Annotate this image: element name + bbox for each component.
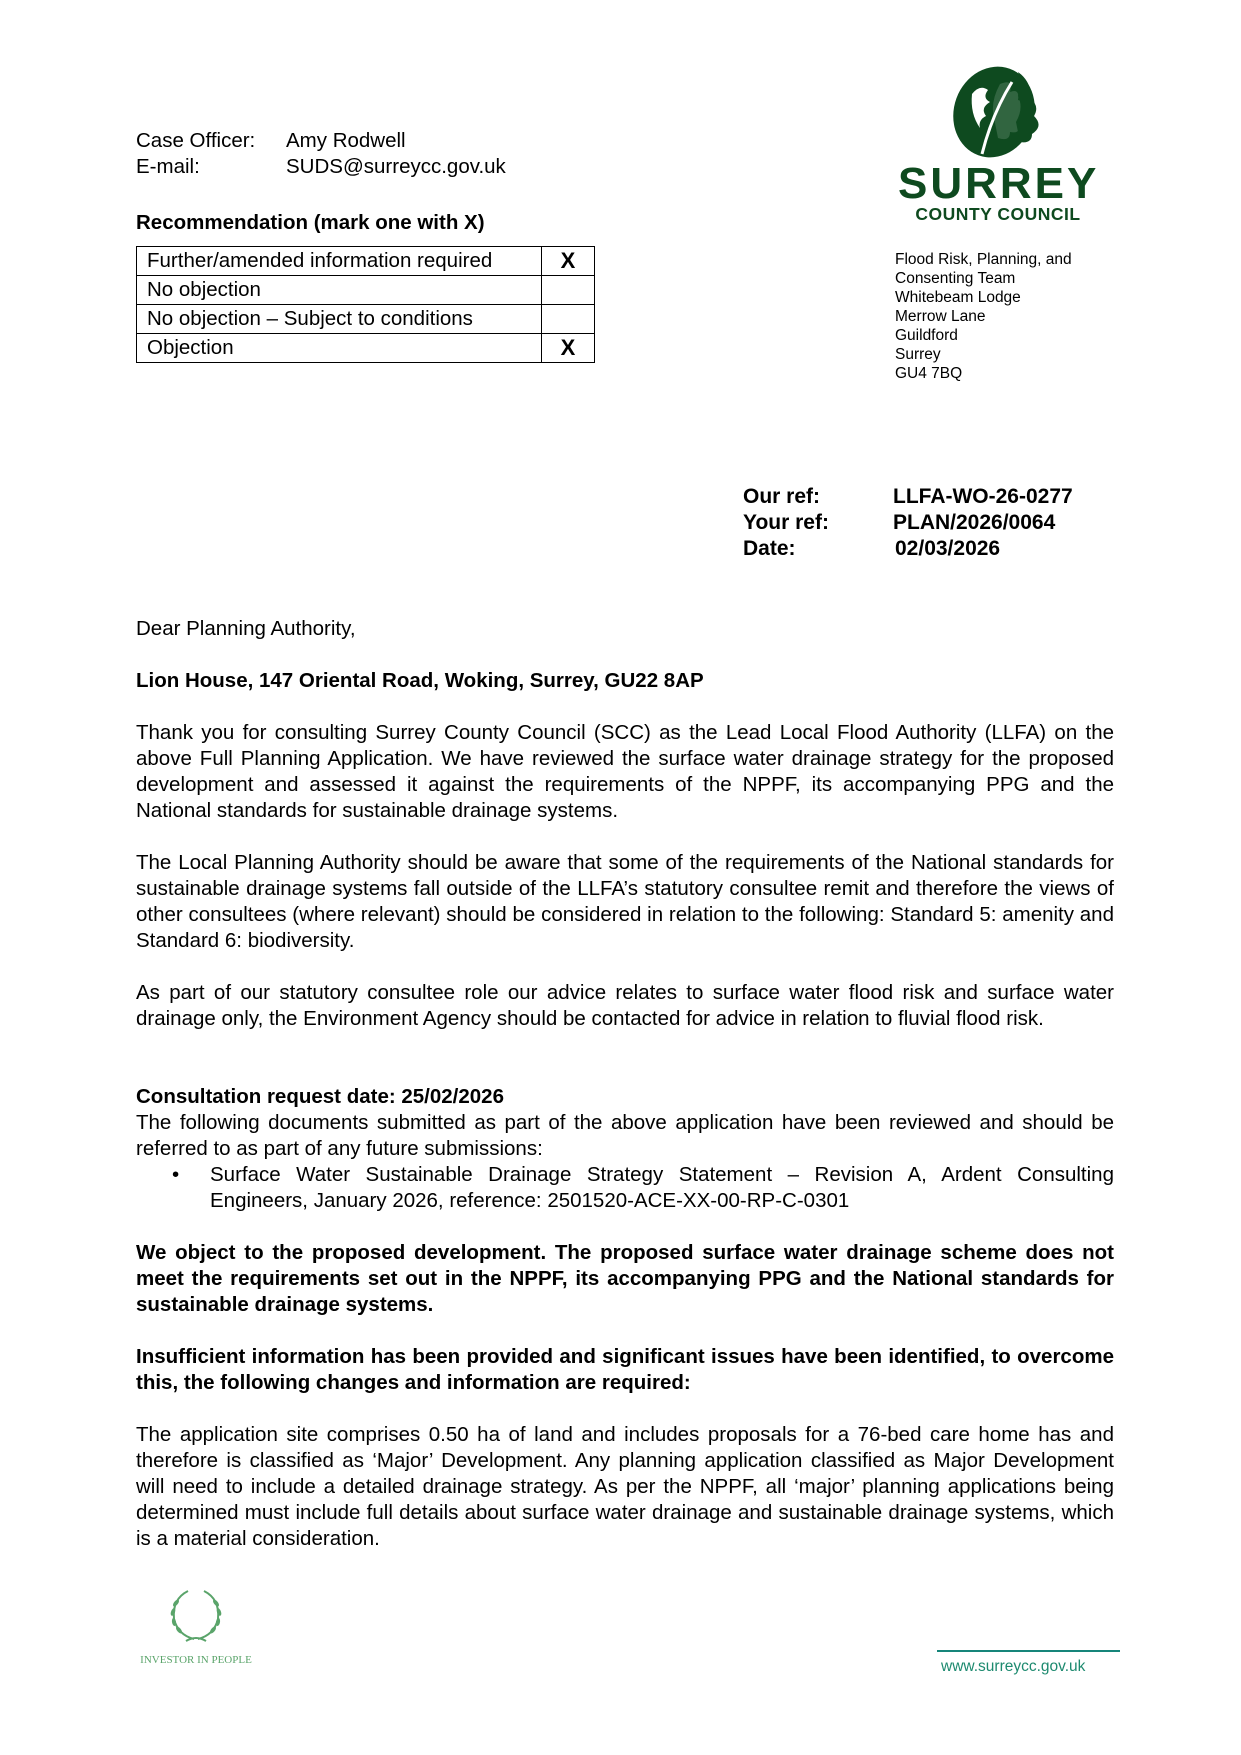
reference-block [743, 484, 1073, 562]
date-label: Date: [743, 537, 796, 560]
address-line: Surrey [895, 346, 941, 363]
table-row [137, 247, 595, 276]
table-row [137, 334, 595, 363]
address-line: Consenting Team [895, 270, 1016, 287]
recommendation-mark [542, 305, 595, 334]
bullet-icon: • [172, 1163, 180, 1186]
footer-divider [937, 1650, 1120, 1652]
objection-statement: We object to the proposed development. The proposed surface water drainage scheme does not meet the requirements set out in the NPPF, its accompanying PPG and the National standards for sustainable drainage systems. [136, 1241, 1114, 1316]
consultation-heading: Consultation request date: 25/02/2026 [136, 1085, 504, 1108]
salutation: Dear Planning Authority, [136, 617, 356, 640]
address-line: Merrow Lane [895, 308, 986, 325]
website-link[interactable]: www.surreycc.gov.uk [941, 1658, 1086, 1675]
case-officer-label: Case Officer: [136, 129, 256, 152]
surrey-logo [898, 54, 1098, 224]
address-line: Guildford [895, 327, 958, 344]
logo-name: SURREY [898, 159, 1100, 208]
paragraph-lpa-awareness: The Local Planning Authority should be aware that some of the requirements of the National standards for sustainable drainage systems fall outside of the LLFA’s statutory consultee remit and therefore the views of other consultees (where relevant) should be considered in relation to the following: Standard 5: amenity and Standard 6: biodiversity. [136, 851, 1114, 952]
our-ref-label: Our ref: [743, 485, 821, 508]
documents-list [136, 1162, 1114, 1214]
paragraph-major-development: The application site comprises 0.50 ha of land and includes proposals for a 76-bed care home has and therefore is classified as ‘Major’ Development. Any planning application classified as Major Development will need to include a detailed drainage strategy. As per the NPPF, all ‘major’ planning applications being determined must include full details about surface water drainage and sustainable drainage systems, which is a material consideration. [136, 1423, 1114, 1550]
table-row [137, 276, 595, 305]
case-officer-block [136, 128, 506, 180]
recommendation-title: Recommendation (mark one with X) [136, 211, 485, 234]
table-row [137, 305, 595, 334]
laurel-wreath-icon [166, 1585, 226, 1647]
list-item [172, 1162, 1114, 1214]
recommendation-table [136, 246, 595, 363]
insufficient-info-statement: Insufficient information has been provided and significant issues have been identified, to overcome this, the following changes and information are required: [136, 1345, 1114, 1394]
recommendation-label: No objection – Subject to conditions [137, 305, 542, 334]
paragraph-statutory-role: As part of our statutory consultee role our advice relates to surface water flood risk and surface water drainage only, the Environment Agency should be contacted for advice in relation to fluvial flood risk. [136, 981, 1114, 1030]
investor-in-people-text: INVESTOR IN PEOPLE [140, 1654, 252, 1666]
consultation-text: The following documents submitted as part of the above application have been reviewed and should be referred to as part of any future submissions: [136, 1111, 1114, 1160]
investor-in-people-logo [136, 1585, 256, 1666]
paragraph-consultation: Thank you for consulting Surrey County Council (SCC) as the Lead Local Flood Authority (LLFA) on the above Full Planning Application. We have reviewed the surface water drainage strategy for the proposed development and assessed it against the requirements of the NPPF, its accompanying PPG and the National standards for sustainable drainage systems. [136, 721, 1114, 822]
council-address [895, 250, 1072, 383]
document-item: Surface Water Sustainable Drainage Strategy Statement – Revision A, Ardent Consulting Engineers, January 2026, reference: 2501520-ACE-XX-00-RP-C-0301 [210, 1163, 1114, 1212]
recommendation-label: Further/amended information required [137, 247, 542, 276]
our-ref-value: LLFA-WO-26-0277 [893, 485, 1073, 508]
recommendation-mark: X [542, 247, 595, 276]
recommendation-label: No objection [137, 276, 542, 305]
footer [937, 1650, 1120, 1676]
email-value[interactable]: SUDS@surreycc.gov.uk [286, 155, 506, 178]
email-label: E-mail: [136, 155, 200, 178]
recommendation-mark [542, 276, 595, 305]
oak-leaf-icon [942, 54, 1054, 164]
your-ref-label: Your ref: [743, 511, 829, 534]
address-line: Flood Risk, Planning, and [895, 251, 1072, 268]
your-ref-value: PLAN/2026/0064 [893, 511, 1056, 534]
address-line: Whitebeam Lodge [895, 289, 1021, 306]
address-line: GU4 7BQ [895, 365, 963, 382]
logo-subtitle: COUNTY COUNCIL [915, 204, 1081, 224]
recommendation-mark: X [542, 334, 595, 363]
recommendation-label: Objection [137, 334, 542, 363]
date-value: 02/03/2026 [895, 537, 1001, 560]
site-address: Lion House, 147 Oriental Road, Woking, Surrey, GU22 8AP [136, 669, 704, 692]
case-officer-value: Amy Rodwell [286, 129, 406, 152]
